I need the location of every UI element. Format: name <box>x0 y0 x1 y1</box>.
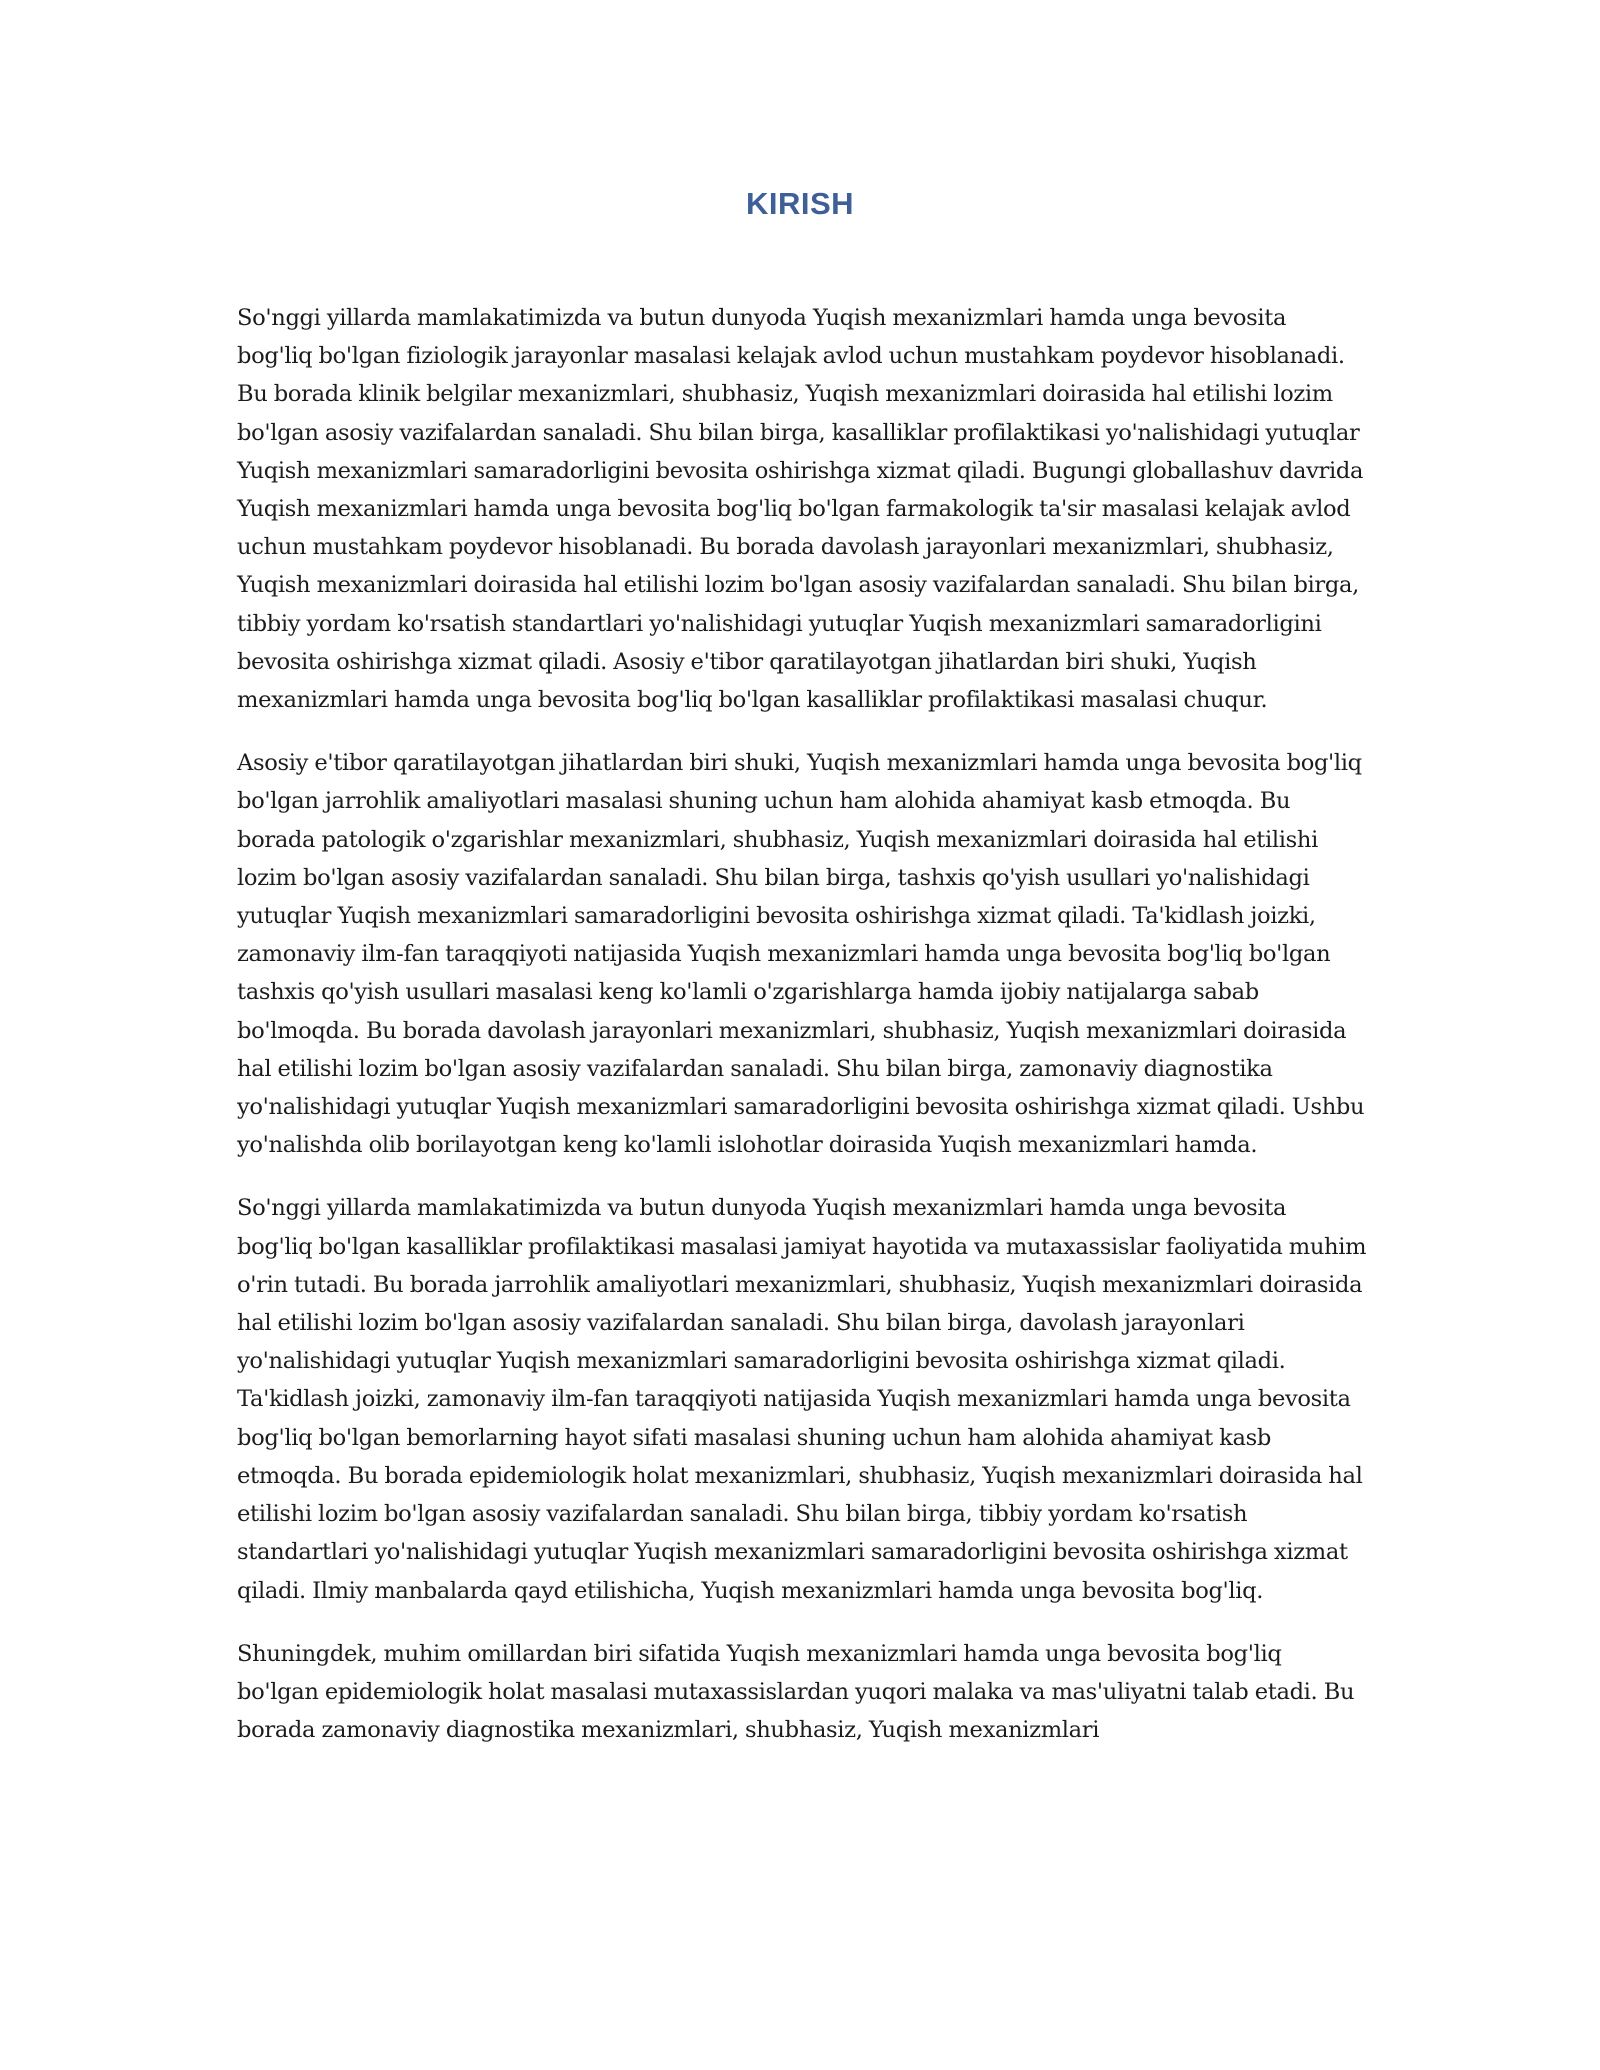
paragraph-1: So'nggi yillarda mamlakatimizda va butun dunyoda Yuqish mexanizmlari hamda unga bevosita bog'liq bo'lgan fiziologik jarayonlar masalasi kelajak avlod uchun mustahkam poydevor hisoblanadi. Bu borada klinik belgilar mexanizmlari, shubhasiz, Yuqish mexanizmlari doirasida hal etilishi lozim bo'lgan asosiy vazifalardan sanaladi. Shu bilan birga, kasalliklar profilaktikasi yo'nalishidagi yutuqlar Yuqish mexanizmlari samaradorligini bevosita oshirishga xizmat qiladi. Bugungi globallashuv davrida Yuqish mexanizmlari hamda unga bevosita bog'liq bo'lgan farmakologik ta'sir masalasi kelajak avlod uchun mustahkam poydevor hisoblanadi. Bu borada davolash jarayonlari mexanizmlari, shubhasiz, Yuqish mexanizmlari doirasida hal etilishi lozim bo'lgan asosiy vazifalardan sanaladi. Shu bilan birga, tibbiy yordam ko'rsatish standartlari yo'nalishidagi yutuqlar Yuqish mexanizmlari samaradorligini bevosita oshirishga xizmat qiladi. Asosiy e'tibor qaratilayotgan jihatlardan biri shuki, Yuqish mexanizmlari hamda unga bevosita bog'liq bo'lgan kasalliklar profilaktikasi masalasi chuqur. <box>237 305 1364 714</box>
paragraph-3: So'nggi yillarda mamlakatimizda va butun dunyoda Yuqish mexanizmlari hamda unga bevosita bog'liq bo'lgan kasalliklar profilaktikasi masalasi jamiyat hayotida va mutaxassislar faoliyatida muhim o'rin tutadi. Bu borada jarrohlik amaliyotlari mexanizmlari, shubhasiz, Yuqish mexanizmlari doirasida hal etilishi lozim bo'lgan asosiy vazifalardan sanaladi. Shu bilan birga, davolash jarayonlari yo'nalishidagi yutuqlar Yuqish mexanizmlari samaradorligini bevosita oshirishga xizmat qiladi. Ta'kidlash joizki, zamonaviy ilm-fan taraqqiyoti natijasida Yuqish mexanizmlari hamda unga bevosita bog'liq bo'lgan bemorlarning hayot sifati masalasi shuning uchun ham alohida ahamiyat kasb etmoqda. Bu borada epidemiologik holat mexanizmlari, shubhasiz, Yuqish mexanizmlari doirasida hal etilishi lozim bo'lgan asosiy vazifalardan sanaladi. Shu bilan birga, tibbiy yordam ko'rsatish standartlari yo'nalishidagi yutuqlar Yuqish mexanizmlari samaradorligini bevosita oshirishga xizmat qiladi. Ilmiy manbalarda qayd etilishicha, Yuqish mexanizmlari hamda unga bevosita bog'liq. <box>237 1195 1367 1604</box>
page-title: KIRISH <box>745 186 855 221</box>
document-body <box>237 299 1367 1774</box>
paragraph-4: Shuningdek, muhim omillardan biri sifatida Yuqish mexanizmlari hamda unga bevosita bog'liq bo'lgan epidemiologik holat masalasi mutaxassislardan yuqori malaka va mas'uliyatni talab etadi. Bu borada zamonaviy diagnostika mexanizmlari, shubhasiz, Yuqish mexanizmlari <box>237 1640 1355 1744</box>
paragraph-2: Asosiy e'tibor qaratilayotgan jihatlardan biri shuki, Yuqish mexanizmlari hamda unga bevosita bog'liq bo'lgan jarrohlik amaliyotlari masalasi shuning uchun ham alohida ahamiyat kasb etmoqda. Bu borada patologik o'zgarishlar mexanizmlari, shubhasiz, Yuqish mexanizmlari doirasida hal etilishi lozim bo'lgan asosiy vazifalardan sanaladi. Shu bilan birga, tashxis qo'yish usullari yo'nalishidagi yutuqlar Yuqish mexanizmlari samaradorligini bevosita oshirishga xizmat qiladi. Ta'kidlash joizki, zamonaviy ilm-fan taraqqiyoti natijasida Yuqish mexanizmlari hamda unga bevosita bog'liq bo'lgan tashxis qo'yish usullari masalasi keng ko'lamli o'zgarishlarga hamda ijobiy natijalarga sabab bo'lmoqda. Bu borada davolash jarayonlari mexanizmlari, shubhasiz, Yuqish mexanizmlari doirasida hal etilishi lozim bo'lgan asosiy vazifalardan sanaladi. Shu bilan birga, zamonaviy diagnostika yo'nalishidagi yutuqlar Yuqish mexanizmlari samaradorligini bevosita oshirishga xizmat qiladi. Ushbu yo'nalishda olib borilayotgan keng ko'lamli islohotlar doirasida Yuqish mexanizmlari hamda. <box>237 750 1365 1159</box>
